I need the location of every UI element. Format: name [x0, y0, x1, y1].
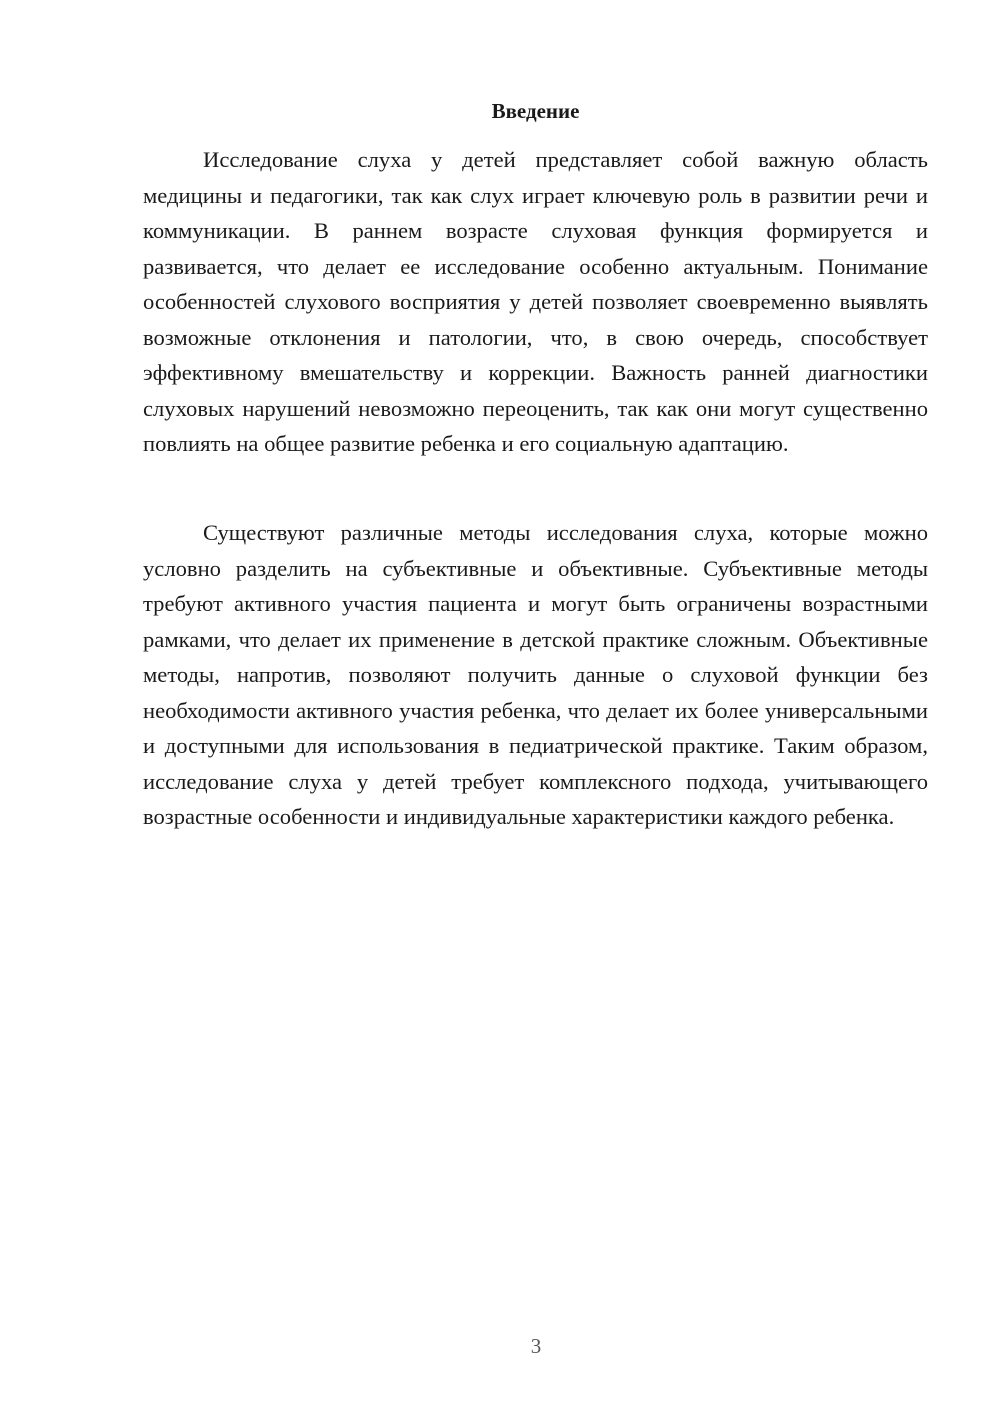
- paragraph-methods: Существуют различные методы исследования слуха, которые можно условно разделить на субъективные и объективные. Субъективные методы требуют активного участия пациента и могут быть ограничены возрастными рамками, что делает их применение в детской практике сложным. Объективные методы, напротив, позволяют получить данные о слуховой функции без необходимости активного участия ребенка, что делает их более универсальными и доступными для использования в педиатрической практике. Таким образом, исследование слуха у детей требует комплексного подхода, учитывающего возрастные особенности и индивидуальные характеристики каждого ребенка.: [143, 520, 928, 829]
- paragraph-intro: Исследование слуха у детей представляет собой важную область медицины и педагогики, так как слух играет ключевую роль в развитии речи и коммуникации. В раннем возрасте слуховая функция формируется и развивается, что делает ее исследование особенно актуальным. Понимание особенностей слухового восприятия у детей позволяет своевременно выявлять возможные отклонения и патологии, что, в свою очередь, способствует эффективному вмешательству и коррекции. Важность ранней диагностики слуховых нарушений невозможно переоценить, так как они могут существенно повлиять на общее развитие ребенка и его социальную адаптацию.: [143, 147, 928, 456]
- section-heading: Введение: [491, 99, 580, 123]
- page-number: 3: [530, 1334, 542, 1358]
